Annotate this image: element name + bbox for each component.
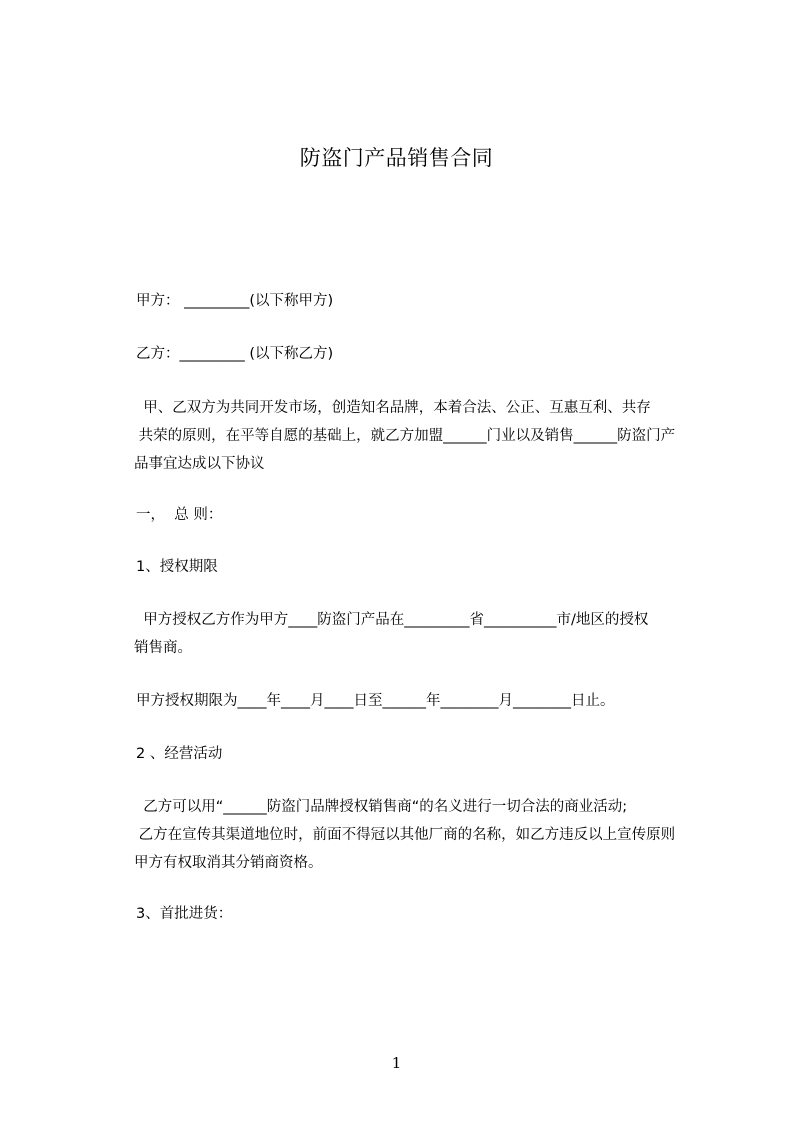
party-b-line: 乙方：_________ (以下称乙方)	[136, 346, 334, 362]
page-number: 1	[391, 1054, 402, 1072]
item-1-period: 甲方授权期限为____年____月____日至______年________月________日止。	[136, 693, 615, 709]
intro-line: 共荣的原则，在平等自愿的基础上，就乙方加盟______门业以及销售______防盗门产	[134, 428, 676, 444]
intro-line: 品事宜达成以下协议	[134, 456, 265, 472]
intro-paragraph	[134, 394, 702, 478]
item-2-heading: 2 、经营活动	[136, 746, 223, 762]
item-1-line: 销售商。	[134, 640, 192, 656]
section-1-heading: 一， 总 则：	[136, 507, 223, 523]
item-2-line: 乙方在宣传其渠道地位时，前面不得冠以其他厂商的名称，如乙方违反以上宣传原则	[134, 827, 676, 843]
item-2-line: 乙方可以用“______防盗门品牌授权销售商“的名义进行一切合法的商业活动;	[134, 799, 628, 815]
party-a-line: 甲方： _________(以下称甲方)	[136, 293, 334, 309]
item-1-paragraph	[134, 606, 702, 662]
item-1-heading: 1、授权期限	[136, 559, 218, 575]
item-2-line: 甲方有权取消其分销商资格。	[134, 855, 323, 871]
intro-line: 甲、乙双方为共同开发市场，创造知名品牌，本着合法、公正、互惠互利、共存	[134, 400, 651, 416]
item-3-heading: 3、首批进货：	[136, 906, 233, 922]
item-2-paragraph	[134, 793, 702, 877]
document-title: 防盗门产品销售合同	[299, 146, 494, 170]
item-1-line: 甲方授权乙方作为甲方____防盗门产品在_________省__________市/地区的授权	[134, 612, 649, 628]
